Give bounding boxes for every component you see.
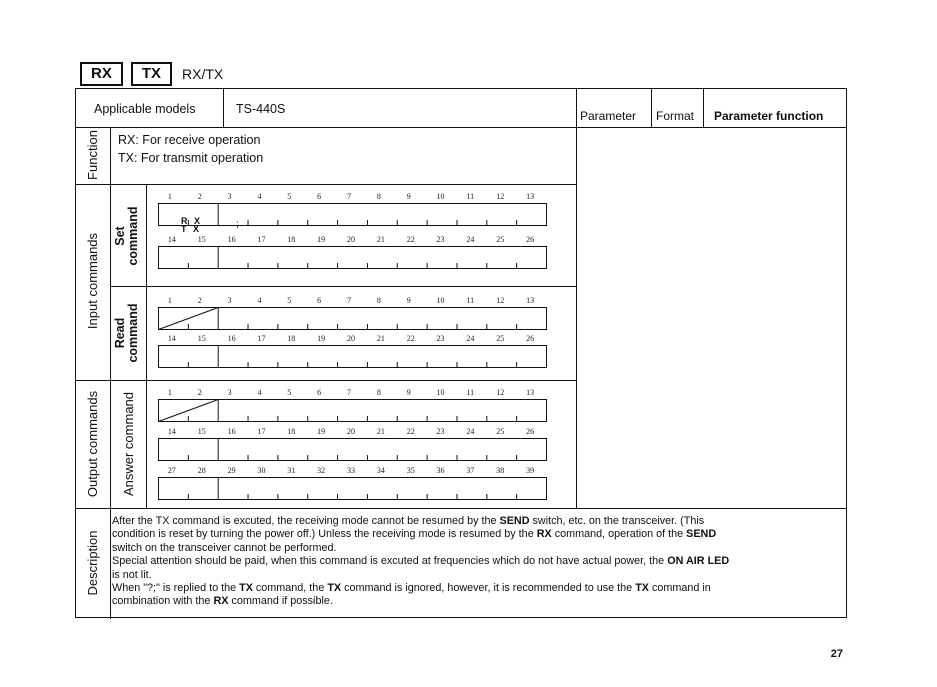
set-terminator: ; [236, 219, 239, 230]
tick-label: 20 [347, 235, 355, 244]
header-rule [76, 127, 846, 128]
strip-border [159, 308, 547, 330]
tick-label: 20 [347, 427, 355, 436]
desc-l2d: SEND [686, 528, 717, 541]
tick-label: 11 [466, 192, 475, 201]
tick-label: 4 [257, 388, 262, 397]
desc-l6c: command, the [252, 582, 328, 595]
tick-label: 6 [317, 388, 322, 397]
format-header: Format [656, 109, 695, 123]
tick-label: 16 [227, 334, 236, 343]
tick-label: 10 [436, 296, 445, 305]
right-panel-divider [576, 89, 577, 508]
desc-l6f: TX [635, 582, 649, 595]
desc-label-divider [110, 508, 111, 619]
strip-border [159, 204, 547, 226]
tick-label: 25 [496, 235, 505, 244]
char-strip-read-row2 [158, 345, 548, 369]
command-table [75, 88, 847, 618]
char-strip-set-row1 [158, 203, 548, 227]
tick-label: 4 [257, 296, 262, 305]
desc-l6b: TX [239, 582, 253, 595]
char-strip-read-row1 [158, 307, 548, 331]
tick-label: 17 [257, 334, 266, 343]
set-code-bottom: T X [181, 224, 202, 234]
sublabel-column-divider [146, 184, 147, 508]
parameter-header: Parameter [580, 109, 637, 123]
desc-l7a: combination with the [112, 595, 214, 608]
tick-label: 11 [466, 388, 475, 397]
read-label-line2: command [126, 303, 140, 363]
model-name: TS-440S [236, 102, 286, 116]
tick-label: 32 [317, 466, 326, 475]
applicable-models-label: Applicable models [94, 102, 196, 116]
tick-label: 8 [376, 388, 381, 397]
tick-label: 4 [257, 192, 262, 201]
tick-label: 39 [526, 466, 535, 475]
tick-label: 13 [526, 192, 535, 201]
char-strip-set-row2 [158, 246, 548, 270]
tick-label: 22 [406, 235, 415, 244]
strip-border [159, 439, 547, 461]
tick-label: 5 [287, 192, 292, 201]
tick-label: 16 [227, 235, 236, 244]
command-title: RX/TX [182, 66, 224, 82]
function-rule [76, 184, 576, 185]
desc-l1c: switch, etc. on the transceiver. (This [529, 515, 705, 527]
tick-label: 12 [496, 192, 505, 201]
tick-label: 21 [376, 334, 385, 343]
tick-label: 14 [167, 235, 176, 244]
tick-label: 12 [496, 388, 505, 397]
desc-l2b: RX [536, 528, 552, 541]
tick-label: 25 [496, 334, 505, 343]
tick-label: 31 [287, 466, 296, 475]
tick-label: 37 [466, 466, 475, 475]
desc-l6g: command in [648, 582, 711, 595]
tick-label: 35 [406, 466, 415, 475]
tick-label: 38 [496, 466, 505, 475]
description-rule [76, 508, 846, 509]
desc-l7c: command if possible. [228, 595, 333, 608]
char-strip-ans-row3 [158, 477, 548, 501]
char-strip-ans-row1 [158, 399, 548, 423]
output-commands-label: Output commands [85, 390, 100, 498]
tick-label: 6 [317, 296, 322, 305]
tick-label: 7 [347, 192, 351, 201]
label-column-divider [110, 127, 111, 508]
tick-label: 18 [287, 235, 296, 244]
tick-label: 1 [167, 388, 172, 397]
tick-label: 23 [436, 235, 445, 244]
rx-command-box: RX [80, 62, 123, 86]
tick-label: 25 [496, 427, 505, 436]
tick-label: 28 [197, 466, 206, 475]
desc-l4b: ON AIR LED [667, 555, 730, 568]
tick-label: 9 [406, 192, 411, 201]
page-number: 27 [830, 648, 843, 660]
strip-border [159, 478, 547, 500]
tick-label: 19 [317, 235, 326, 244]
strip-border [159, 346, 547, 368]
desc-l7b: RX [213, 595, 229, 608]
tick-label: 14 [167, 334, 176, 343]
tick-label: 30 [257, 466, 266, 475]
desc-l3: switch on the transceiver cannot be performed. [112, 541, 337, 554]
desc-l2a: condition is reset by turning the power off.) Unless the receiving mode is resumed by the [112, 528, 537, 541]
function-label: Function [85, 130, 100, 180]
description-label: Description [85, 530, 100, 596]
tick-label: 17 [257, 235, 266, 244]
description-text [112, 515, 840, 609]
tx-command-box: TX [131, 62, 172, 86]
tick-label: 14 [167, 427, 176, 436]
tick-label: 24 [466, 235, 475, 244]
tick-label: 13 [526, 388, 535, 397]
tick-label: 7 [347, 296, 351, 305]
set-code-top: R X [181, 216, 203, 226]
tick-label: 5 [287, 388, 292, 397]
set-command-label [114, 206, 142, 266]
tick-label: 23 [436, 334, 445, 343]
answer-command-label: Answer command [121, 391, 136, 497]
tick-label: 13 [526, 296, 535, 305]
tick-label: 24 [466, 334, 475, 343]
desc-l6e: command is ignored, however, it is recommended to use the [341, 582, 636, 595]
tick-label: 9 [406, 296, 411, 305]
tick-label: 29 [227, 466, 236, 475]
tick-label: 1 [167, 296, 172, 305]
strip-border [159, 247, 547, 269]
desc-l5: is not lit. [112, 568, 152, 581]
tick-label: 10 [436, 192, 445, 201]
tick-label: 18 [287, 427, 296, 436]
tick-label: 17 [257, 427, 266, 436]
tick-label: 21 [376, 427, 385, 436]
tick-label: 2 [197, 192, 202, 201]
param-divider [651, 89, 652, 127]
tick-label: 3 [227, 388, 232, 397]
input-output-rule [76, 380, 576, 381]
desc-l2c: command, operation of the [551, 528, 687, 541]
tick-label: 3 [227, 296, 232, 305]
tick-label: 24 [466, 427, 475, 436]
tick-label: 5 [287, 296, 292, 305]
set-label-line2: command [126, 206, 140, 266]
tick-label: 11 [466, 296, 475, 305]
tick-label: 2 [197, 388, 202, 397]
desc-l4a: Special attention should be paid, when this command is excuted at frequencies which do not have actual power, the [112, 555, 668, 568]
tick-label: 6 [317, 192, 322, 201]
desc-l6a: When "?;" is replied to the [112, 582, 240, 595]
tick-label: 36 [436, 466, 445, 475]
set-command-code [181, 217, 202, 233]
tick-label: 15 [197, 235, 206, 244]
desc-l1b: SEND [499, 515, 530, 527]
tick-label: 27 [167, 466, 176, 475]
strip-border [159, 400, 547, 422]
set-label-line1: Set [113, 226, 127, 246]
tick-label: 26 [526, 334, 535, 343]
tick-label: 1 [167, 192, 172, 201]
tick-label: 12 [496, 296, 505, 305]
tick-label: 26 [526, 235, 535, 244]
parameter-function-header: Parameter function [714, 109, 824, 123]
tick-label: 2 [197, 296, 202, 305]
tick-label: 3 [227, 192, 232, 201]
format-divider [703, 89, 704, 127]
tick-label: 26 [526, 427, 535, 436]
read-label-line1: Read [113, 317, 127, 349]
tick-label: 10 [436, 388, 445, 397]
tick-label: 21 [376, 235, 385, 244]
tick-label: 8 [376, 296, 381, 305]
function-rx-line: RX: For receive operation [118, 133, 261, 147]
tick-label: 34 [376, 466, 385, 475]
tick-label: 33 [347, 466, 355, 475]
tick-label: 15 [197, 427, 206, 436]
tick-label: 8 [376, 192, 381, 201]
input-commands-label: Input commands [85, 232, 100, 330]
desc-l6d: TX [327, 582, 342, 595]
tick-label: 20 [347, 334, 355, 343]
command-header [80, 62, 223, 86]
tick-label: 22 [406, 427, 415, 436]
tick-label: 19 [317, 427, 326, 436]
read-command-label [114, 303, 142, 363]
tick-label: 7 [347, 388, 351, 397]
desc-l1a: After the TX command is excuted, the receiving mode cannot be resumed by the [112, 515, 500, 527]
set-read-rule [110, 286, 576, 287]
model-divider [223, 89, 224, 127]
tick-label: 16 [227, 427, 236, 436]
tick-label: 9 [406, 388, 411, 397]
char-strip-ans-row2 [158, 438, 548, 462]
tick-label: 19 [317, 334, 326, 343]
tick-label: 18 [287, 334, 296, 343]
function-tx-line: TX: For transmit operation [118, 151, 264, 165]
tick-label: 23 [436, 427, 445, 436]
tick-label: 15 [197, 334, 206, 343]
tick-label: 22 [406, 334, 415, 343]
